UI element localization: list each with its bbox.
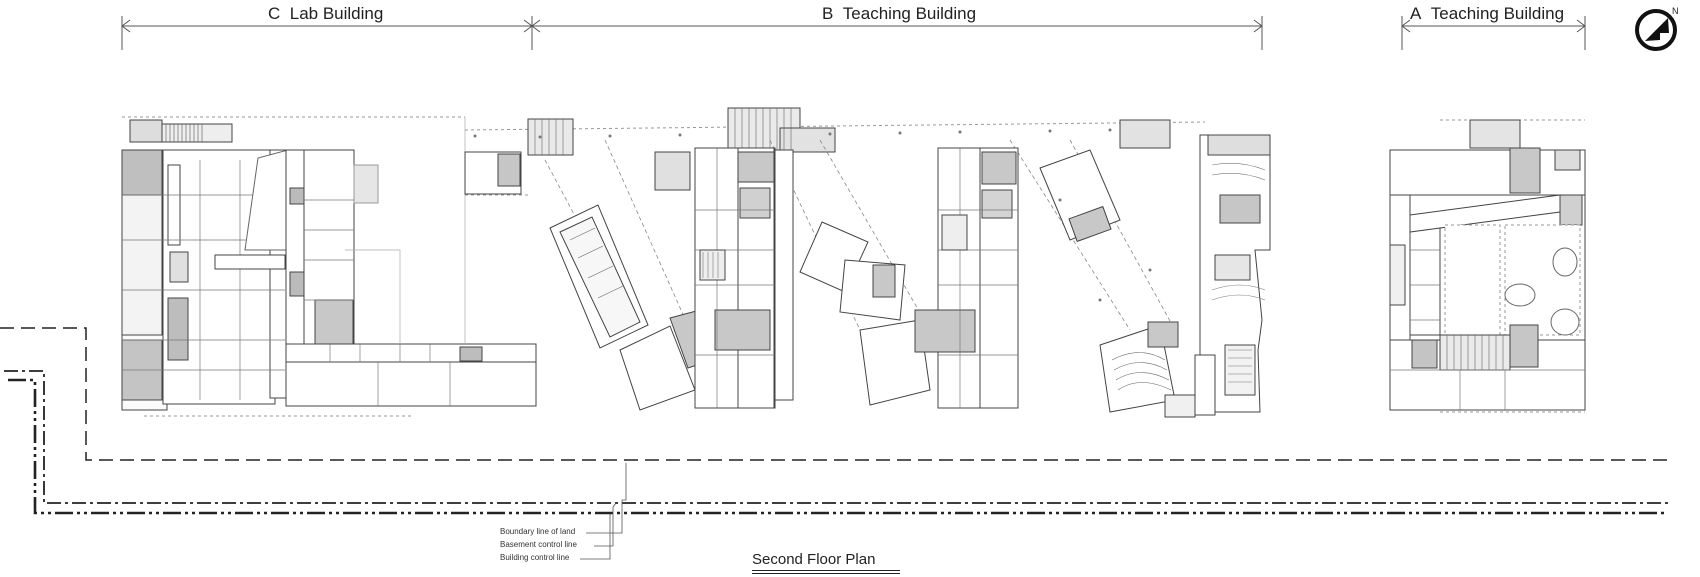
building-letter-a: A (1410, 4, 1422, 23)
building-label-b (822, 4, 976, 24)
teaching-building-b-plan (465, 108, 1270, 417)
plan-title-underline (752, 570, 900, 571)
teaching-building-a-plan (1390, 120, 1585, 412)
legend-basement-line: Basement control line (500, 540, 577, 549)
plan-title-underline-2 (752, 573, 900, 574)
building-letter-c: C (268, 4, 281, 23)
building-name-b: Teaching Building (842, 4, 977, 23)
plan-title: Second Floor Plan (752, 551, 876, 568)
legend-leaders (580, 463, 626, 559)
north-label: N (1672, 6, 1679, 16)
building-letter-b: B (822, 4, 834, 23)
building-label-c (268, 4, 383, 24)
north-arrow-icon (1637, 11, 1675, 49)
building-name-c: Lab Building (289, 4, 384, 23)
legend-boundary-line: Boundary line of land (500, 527, 576, 536)
legend-building-line: Building control line (500, 553, 570, 562)
building-label-a (1410, 4, 1564, 24)
building-name-a: Teaching Building (1430, 4, 1565, 23)
